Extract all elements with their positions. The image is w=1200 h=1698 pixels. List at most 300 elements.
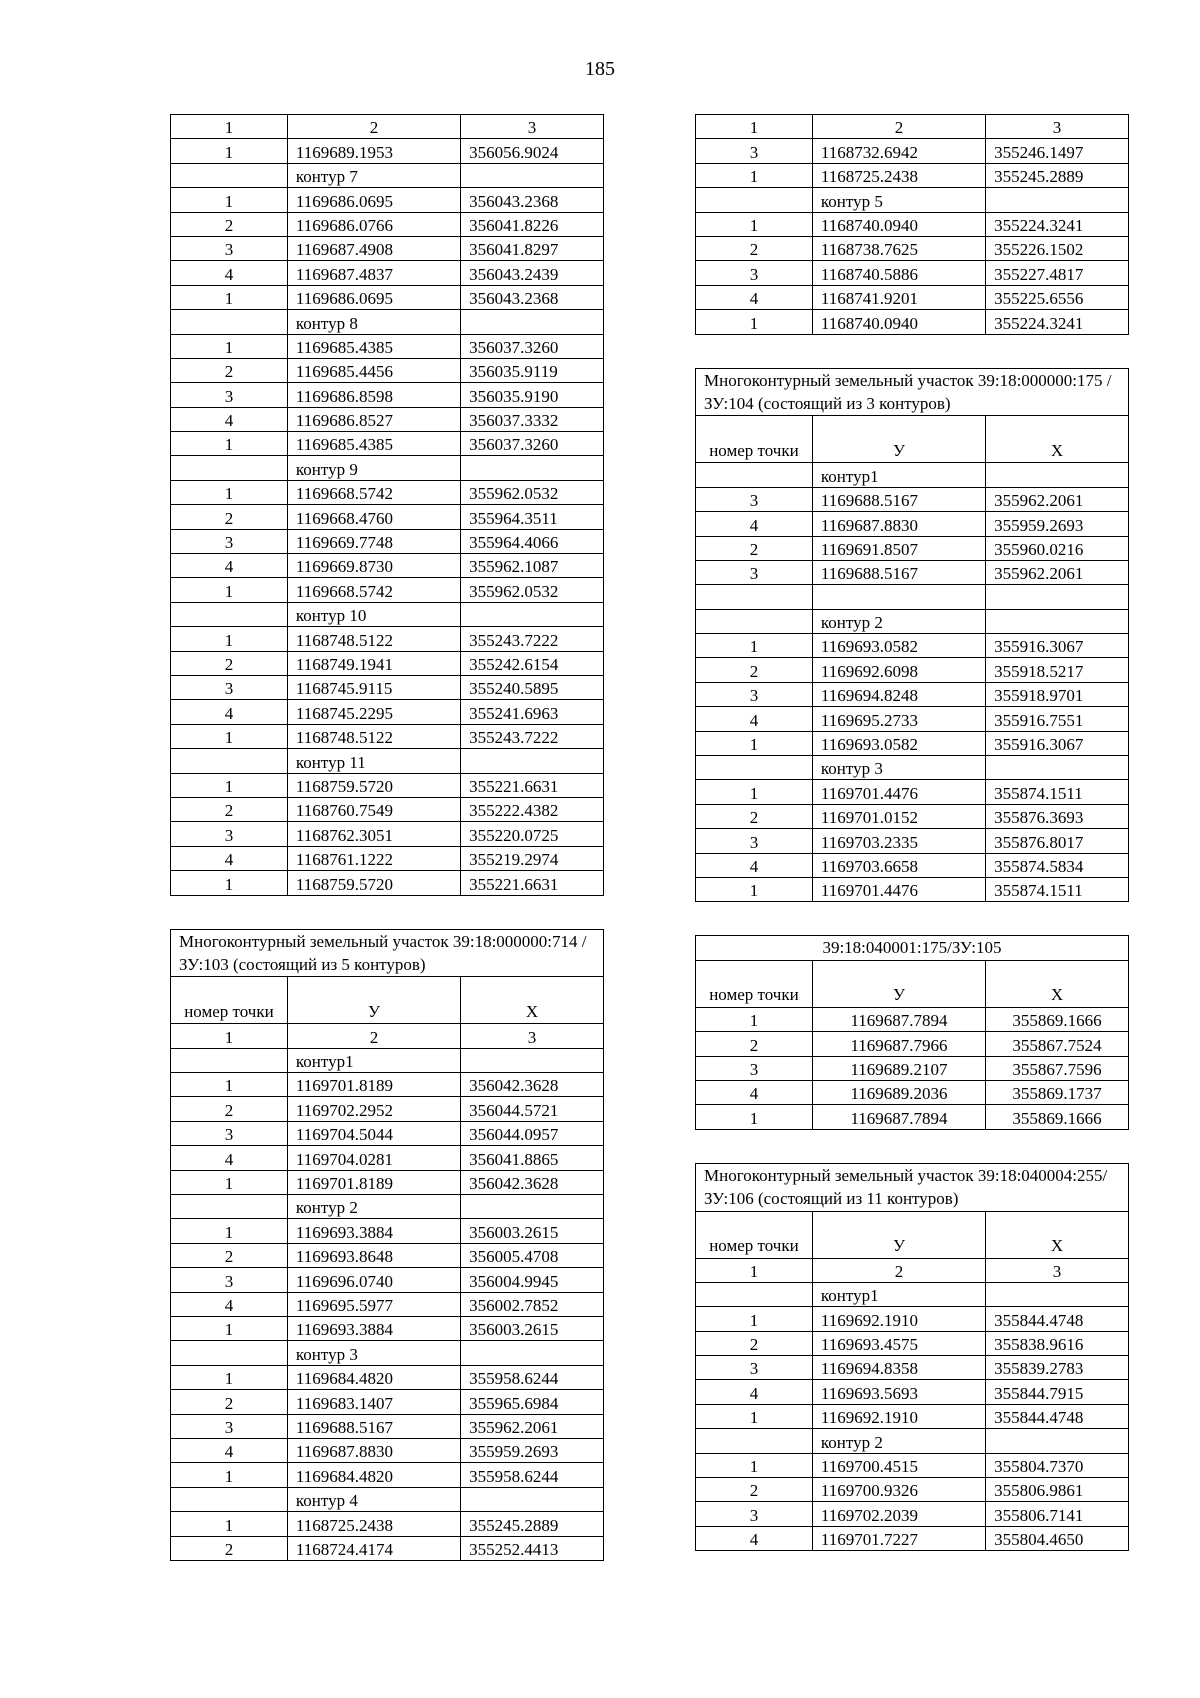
x-coordinate-cell: 355959.2693 bbox=[986, 512, 1129, 536]
table-row bbox=[696, 463, 1129, 487]
x-coordinate-cell: 355867.7596 bbox=[986, 1056, 1129, 1080]
y-coordinate-cell: 1168745.2295 bbox=[287, 700, 460, 724]
y-coordinate-cell: 1169687.8830 bbox=[812, 512, 985, 536]
y-coordinate-cell: 1168740.0940 bbox=[812, 310, 985, 334]
table-row bbox=[171, 212, 604, 236]
point-number-cell: 4 bbox=[171, 1292, 288, 1316]
x-coordinate-cell: 355844.4748 bbox=[986, 1307, 1129, 1331]
table-row bbox=[696, 560, 1129, 584]
table-row bbox=[171, 1073, 604, 1097]
point-number-cell: 3 bbox=[696, 1056, 813, 1080]
table-row bbox=[171, 1195, 604, 1219]
point-number-cell: 3 bbox=[171, 1121, 288, 1145]
table-row bbox=[171, 1292, 604, 1316]
x-coordinate-cell: 355965.6984 bbox=[461, 1390, 604, 1414]
point-number-cell: 1 bbox=[696, 212, 813, 236]
point-number-cell bbox=[696, 756, 813, 780]
table-row bbox=[171, 358, 604, 382]
point-number-cell: 1 bbox=[696, 1105, 813, 1129]
table-row bbox=[171, 1219, 604, 1243]
y-coordinate-cell: контур 3 bbox=[812, 756, 985, 780]
x-coordinate-cell: 355806.9861 bbox=[986, 1478, 1129, 1502]
x-coordinate-cell bbox=[461, 749, 604, 773]
x-coordinate-cell: 356044.0957 bbox=[461, 1121, 604, 1145]
table-row bbox=[696, 756, 1129, 780]
table-row bbox=[696, 236, 1129, 260]
table-row bbox=[171, 1463, 604, 1487]
x-coordinate-cell: 355838.9616 bbox=[986, 1331, 1129, 1355]
point-number-cell: 1 bbox=[171, 1024, 288, 1048]
point-number-cell: 3 bbox=[696, 682, 813, 706]
point-number-cell: 3 bbox=[696, 829, 813, 853]
point-number-cell bbox=[171, 749, 288, 773]
x-coordinate-cell: 356041.8226 bbox=[461, 212, 604, 236]
table-row bbox=[171, 407, 604, 431]
table-row bbox=[696, 261, 1129, 285]
point-number-cell: 2 bbox=[696, 1478, 813, 1502]
x-coordinate-cell: 356003.2615 bbox=[461, 1219, 604, 1243]
x-coordinate-cell: 355225.6556 bbox=[986, 285, 1129, 309]
x-coordinate-cell bbox=[461, 1341, 604, 1365]
y-coordinate-cell: 1169703.2335 bbox=[812, 829, 985, 853]
point-number-cell: 1 bbox=[171, 773, 288, 797]
point-number-cell bbox=[696, 1429, 813, 1453]
point-number-cell bbox=[171, 456, 288, 480]
table-row bbox=[696, 115, 1129, 139]
table-row bbox=[171, 1512, 604, 1536]
y-coordinate-cell: 1169689.1953 bbox=[287, 139, 460, 163]
point-number-cell: 3 bbox=[696, 1356, 813, 1380]
left-column bbox=[170, 114, 604, 1561]
point-number-cell: 1 bbox=[696, 1404, 813, 1428]
table-row bbox=[696, 1356, 1129, 1380]
y-coordinate-cell: 1168748.5122 bbox=[287, 724, 460, 748]
x-coordinate-cell: 355916.7551 bbox=[986, 707, 1129, 731]
table-row bbox=[171, 1121, 604, 1145]
x-coordinate-cell: 3 bbox=[986, 1258, 1129, 1282]
y-coordinate-cell: контур 10 bbox=[287, 602, 460, 626]
coordinates-table bbox=[170, 929, 604, 1561]
x-coordinate-cell: 355876.8017 bbox=[986, 829, 1129, 853]
x-coordinate-cell bbox=[986, 1282, 1129, 1306]
point-number-cell: 1 bbox=[171, 334, 288, 358]
table-row bbox=[171, 432, 604, 456]
y-coordinate-cell: 2 bbox=[812, 115, 985, 139]
point-number-cell: 2 bbox=[171, 505, 288, 529]
x-coordinate-cell: 355243.7222 bbox=[461, 627, 604, 651]
x-coordinate-cell: 355916.3067 bbox=[986, 634, 1129, 658]
table-row bbox=[171, 163, 604, 187]
y-coordinate-cell: 1169701.0152 bbox=[812, 804, 985, 828]
x-coordinate-cell: 355958.6244 bbox=[461, 1365, 604, 1389]
x-coordinate-cell: 355226.1502 bbox=[986, 236, 1129, 260]
point-number-cell: 3 bbox=[171, 1414, 288, 1438]
y-coordinate-cell: 1169686.0766 bbox=[287, 212, 460, 236]
y-coordinate-cell: 1168762.3051 bbox=[287, 822, 460, 846]
y-coordinate-cell: 1169701.7227 bbox=[812, 1526, 985, 1550]
x-coordinate-cell: 355964.3511 bbox=[461, 505, 604, 529]
point-number-cell: 2 bbox=[171, 1536, 288, 1560]
x-coordinate-cell: 355839.2783 bbox=[986, 1356, 1129, 1380]
y-coordinate-cell: 1169704.5044 bbox=[287, 1121, 460, 1145]
coordinates-table bbox=[695, 114, 1129, 335]
y-coordinate-cell: 1169701.8189 bbox=[287, 1073, 460, 1097]
table-row bbox=[696, 487, 1129, 511]
x-coordinate-cell bbox=[461, 310, 604, 334]
point-number-cell: 4 bbox=[696, 853, 813, 877]
x-coordinate-cell: 356043.2368 bbox=[461, 285, 604, 309]
point-number-cell: 3 bbox=[171, 236, 288, 260]
table-spacer bbox=[695, 1130, 1129, 1163]
x-coordinate-cell: 356043.2439 bbox=[461, 261, 604, 285]
table-header-row bbox=[171, 977, 604, 1024]
point-number-cell: 2 bbox=[171, 212, 288, 236]
y-coordinate-cell: 1169692.1910 bbox=[812, 1307, 985, 1331]
point-number-cell: 1 bbox=[696, 1307, 813, 1331]
table-row bbox=[171, 822, 604, 846]
right-column bbox=[695, 114, 1129, 1551]
y-coordinate-cell: 1169685.4385 bbox=[287, 334, 460, 358]
table-row bbox=[171, 1536, 604, 1560]
point-number-cell: 1 bbox=[696, 1453, 813, 1477]
table-spacer bbox=[170, 896, 604, 929]
table-spacer bbox=[695, 335, 1129, 368]
point-number-cell: 3 bbox=[171, 675, 288, 699]
x-coordinate-cell bbox=[461, 1048, 604, 1072]
table-row bbox=[171, 627, 604, 651]
point-number-cell: 1 bbox=[696, 1007, 813, 1031]
point-number-cell: 1 bbox=[171, 139, 288, 163]
y-coordinate-cell: контур 7 bbox=[287, 163, 460, 187]
table-row bbox=[696, 1429, 1129, 1453]
y-coordinate-cell: 1169696.0740 bbox=[287, 1268, 460, 1292]
x-coordinate-cell: 355876.3693 bbox=[986, 804, 1129, 828]
x-coordinate-cell: 356041.8297 bbox=[461, 236, 604, 260]
y-coordinate-cell: 1169691.8507 bbox=[812, 536, 985, 560]
x-coordinate-cell: 355962.2061 bbox=[461, 1414, 604, 1438]
table-row bbox=[696, 804, 1129, 828]
x-coordinate-cell: 355869.1666 bbox=[986, 1007, 1129, 1031]
point-number-cell: 2 bbox=[171, 1243, 288, 1267]
y-coordinate-cell: 1169692.6098 bbox=[812, 658, 985, 682]
point-number-cell: 1 bbox=[171, 115, 288, 139]
point-number-cell: 1 bbox=[696, 1258, 813, 1282]
table-row bbox=[696, 163, 1129, 187]
point-number-cell: 1 bbox=[171, 1512, 288, 1536]
table-row bbox=[171, 529, 604, 553]
table-row bbox=[171, 1438, 604, 1462]
table-row bbox=[696, 658, 1129, 682]
table-row bbox=[171, 700, 604, 724]
point-number-cell: 2 bbox=[171, 797, 288, 821]
y-coordinate-cell: 1169686.0695 bbox=[287, 285, 460, 309]
y-coordinate-cell: 1169686.8527 bbox=[287, 407, 460, 431]
point-number-cell: 1 bbox=[171, 1317, 288, 1341]
column-header: У bbox=[812, 1211, 985, 1258]
table-caption: Многоконтурный земельный участок 39:18:000000:175 /ЗУ:104 (состоящий из 3 контуров) bbox=[696, 368, 1129, 416]
x-coordinate-cell bbox=[461, 1487, 604, 1511]
point-number-cell: 1 bbox=[171, 1219, 288, 1243]
y-coordinate-cell: 1169693.5693 bbox=[812, 1380, 985, 1404]
y-coordinate-cell: 1168761.1222 bbox=[287, 846, 460, 870]
x-coordinate-cell: 355227.4817 bbox=[986, 261, 1129, 285]
y-coordinate-cell: 1169693.3884 bbox=[287, 1317, 460, 1341]
y-coordinate-cell: 1169669.8730 bbox=[287, 554, 460, 578]
x-coordinate-cell: 355844.7915 bbox=[986, 1380, 1129, 1404]
x-coordinate-cell: 356037.3260 bbox=[461, 432, 604, 456]
table-row bbox=[696, 1282, 1129, 1306]
x-coordinate-cell: 355962.1087 bbox=[461, 554, 604, 578]
x-coordinate-cell: 355959.2693 bbox=[461, 1438, 604, 1462]
table-row bbox=[171, 1487, 604, 1511]
y-coordinate-cell: 1169693.0582 bbox=[812, 731, 985, 755]
x-coordinate-cell: 355804.7370 bbox=[986, 1453, 1129, 1477]
x-coordinate-cell: 355874.5834 bbox=[986, 853, 1129, 877]
x-coordinate-cell: 356002.7852 bbox=[461, 1292, 604, 1316]
table-header-row bbox=[696, 416, 1129, 463]
table-row bbox=[696, 1502, 1129, 1526]
y-coordinate-cell: 1168725.2438 bbox=[812, 163, 985, 187]
table-row bbox=[171, 456, 604, 480]
table-row bbox=[171, 651, 604, 675]
table-row bbox=[171, 1414, 604, 1438]
column-header: У bbox=[287, 977, 460, 1024]
point-number-cell: 1 bbox=[171, 480, 288, 504]
x-coordinate-cell: 355918.5217 bbox=[986, 658, 1129, 682]
x-coordinate-cell: 356005.4708 bbox=[461, 1243, 604, 1267]
table-row bbox=[171, 1048, 604, 1072]
x-coordinate-cell: 355240.5895 bbox=[461, 675, 604, 699]
table-row bbox=[171, 188, 604, 212]
x-coordinate-cell: 355962.0532 bbox=[461, 480, 604, 504]
point-number-cell: 2 bbox=[171, 1097, 288, 1121]
table-row bbox=[171, 115, 604, 139]
x-coordinate-cell: 355246.1497 bbox=[986, 139, 1129, 163]
table-row bbox=[696, 707, 1129, 731]
point-number-cell bbox=[696, 609, 813, 633]
y-coordinate-cell: 1169687.4908 bbox=[287, 236, 460, 260]
point-number-cell: 3 bbox=[696, 560, 813, 584]
y-coordinate-cell: контур1 bbox=[287, 1048, 460, 1072]
table-row bbox=[171, 846, 604, 870]
table-row bbox=[696, 1331, 1129, 1355]
table-row bbox=[171, 1243, 604, 1267]
x-coordinate-cell bbox=[461, 602, 604, 626]
table-caption: 39:18:040001:175/ЗУ:105 bbox=[696, 936, 1129, 960]
x-coordinate-cell bbox=[986, 756, 1129, 780]
y-coordinate-cell: контур 11 bbox=[287, 749, 460, 773]
x-coordinate-cell: 3 bbox=[461, 115, 604, 139]
x-coordinate-cell: 355241.6963 bbox=[461, 700, 604, 724]
x-coordinate-cell bbox=[986, 1429, 1129, 1453]
table-row bbox=[171, 1390, 604, 1414]
table-row bbox=[171, 1365, 604, 1389]
point-number-cell: 4 bbox=[171, 554, 288, 578]
x-coordinate-cell: 355867.7524 bbox=[986, 1032, 1129, 1056]
x-coordinate-cell: 356042.3628 bbox=[461, 1170, 604, 1194]
x-coordinate-cell bbox=[986, 463, 1129, 487]
y-coordinate-cell: 1169687.8830 bbox=[287, 1438, 460, 1462]
y-coordinate-cell: 2 bbox=[287, 115, 460, 139]
point-number-cell: 1 bbox=[171, 578, 288, 602]
y-coordinate-cell: контур 3 bbox=[287, 1341, 460, 1365]
table-row bbox=[171, 1268, 604, 1292]
table-row bbox=[696, 1032, 1129, 1056]
y-coordinate-cell: 1169695.2733 bbox=[812, 707, 985, 731]
table-row bbox=[696, 1056, 1129, 1080]
y-coordinate-cell: контур 9 bbox=[287, 456, 460, 480]
y-coordinate-cell: 1169687.7894 bbox=[812, 1007, 985, 1031]
x-coordinate-cell: 356035.9190 bbox=[461, 383, 604, 407]
table-row bbox=[171, 871, 604, 895]
table-caption: Многоконтурный земельный участок 39:18:000000:714 /ЗУ:103 (состоящий из 5 контуров) bbox=[171, 929, 604, 977]
table-row bbox=[171, 1170, 604, 1194]
x-coordinate-cell: 356037.3332 bbox=[461, 407, 604, 431]
table-row bbox=[696, 1380, 1129, 1404]
x-coordinate-cell: 355219.2974 bbox=[461, 846, 604, 870]
point-number-cell bbox=[171, 163, 288, 187]
y-coordinate-cell: контур 2 bbox=[287, 1195, 460, 1219]
x-coordinate-cell: 355220.0725 bbox=[461, 822, 604, 846]
y-coordinate-cell: 1168725.2438 bbox=[287, 1512, 460, 1536]
table-row bbox=[696, 1478, 1129, 1502]
y-coordinate-cell: 1169689.2036 bbox=[812, 1080, 985, 1104]
point-number-cell: 4 bbox=[696, 1380, 813, 1404]
x-coordinate-cell: 355869.1666 bbox=[986, 1105, 1129, 1129]
y-coordinate-cell: 1169693.3884 bbox=[287, 1219, 460, 1243]
x-coordinate-cell: 355962.2061 bbox=[986, 560, 1129, 584]
point-number-cell: 1 bbox=[171, 627, 288, 651]
table-row bbox=[171, 505, 604, 529]
table-row bbox=[171, 602, 604, 626]
column-header: У bbox=[812, 416, 985, 463]
y-coordinate-cell: контур 2 bbox=[812, 1429, 985, 1453]
column-header: номер точки bbox=[696, 416, 813, 463]
table-caption: Многоконтурный земельный участок 39:18:040004:255/ЗУ:106 (состоящий из 11 контуров) bbox=[696, 1163, 1129, 1211]
y-coordinate-cell: контур1 bbox=[812, 1282, 985, 1306]
point-number-cell: 1 bbox=[696, 115, 813, 139]
y-coordinate-cell: контур 5 bbox=[812, 188, 985, 212]
point-number-cell: 2 bbox=[696, 1331, 813, 1355]
page-number: 185 bbox=[585, 58, 615, 80]
table-row bbox=[171, 285, 604, 309]
y-coordinate-cell: 1169704.0281 bbox=[287, 1146, 460, 1170]
table-row bbox=[696, 1307, 1129, 1331]
table-row bbox=[696, 512, 1129, 536]
y-coordinate-cell: 1168724.4174 bbox=[287, 1536, 460, 1560]
point-number-cell bbox=[171, 1048, 288, 1072]
table-row bbox=[171, 1146, 604, 1170]
y-coordinate-cell: 1169684.4820 bbox=[287, 1365, 460, 1389]
x-coordinate-cell: 355245.2889 bbox=[986, 163, 1129, 187]
y-coordinate-cell: 1169694.8248 bbox=[812, 682, 985, 706]
y-coordinate-cell: 1169695.5977 bbox=[287, 1292, 460, 1316]
table-row bbox=[171, 383, 604, 407]
table-row bbox=[171, 480, 604, 504]
y-coordinate-cell: 2 bbox=[287, 1024, 460, 1048]
y-coordinate-cell: 1169689.2107 bbox=[812, 1056, 985, 1080]
point-number-cell: 1 bbox=[696, 877, 813, 901]
table-row bbox=[171, 578, 604, 602]
table-row bbox=[171, 139, 604, 163]
point-number-cell: 4 bbox=[696, 285, 813, 309]
table-row bbox=[696, 188, 1129, 212]
x-coordinate-cell bbox=[461, 456, 604, 480]
point-number-cell: 2 bbox=[171, 651, 288, 675]
table-row bbox=[696, 877, 1129, 901]
x-coordinate-cell bbox=[986, 609, 1129, 633]
point-number-cell: 2 bbox=[171, 358, 288, 382]
x-coordinate-cell: 356043.2368 bbox=[461, 188, 604, 212]
column-header: У bbox=[812, 960, 985, 1007]
y-coordinate-cell: 1169687.4837 bbox=[287, 261, 460, 285]
table-row bbox=[171, 1024, 604, 1048]
y-coordinate-cell: 2 bbox=[812, 1258, 985, 1282]
point-number-cell bbox=[696, 585, 813, 609]
y-coordinate-cell: 1168740.5886 bbox=[812, 261, 985, 285]
table-row bbox=[171, 236, 604, 260]
table-row bbox=[696, 585, 1129, 609]
y-coordinate-cell: 1168759.5720 bbox=[287, 871, 460, 895]
point-number-cell: 1 bbox=[696, 634, 813, 658]
y-coordinate-cell: 1169683.1407 bbox=[287, 1390, 460, 1414]
x-coordinate-cell: 3 bbox=[986, 115, 1129, 139]
y-coordinate-cell: 1169688.5167 bbox=[812, 487, 985, 511]
y-coordinate-cell: 1168759.5720 bbox=[287, 773, 460, 797]
point-number-cell: 1 bbox=[171, 871, 288, 895]
x-coordinate-cell: 355960.0216 bbox=[986, 536, 1129, 560]
point-number-cell: 3 bbox=[696, 261, 813, 285]
y-coordinate-cell: 1169688.5167 bbox=[812, 560, 985, 584]
point-number-cell bbox=[171, 1341, 288, 1365]
point-number-cell: 1 bbox=[171, 285, 288, 309]
point-number-cell: 4 bbox=[171, 407, 288, 431]
table-row bbox=[696, 1526, 1129, 1550]
x-coordinate-cell: 355243.7222 bbox=[461, 724, 604, 748]
table-spacer bbox=[695, 902, 1129, 935]
y-coordinate-cell: 1169700.4515 bbox=[812, 1453, 985, 1477]
point-number-cell: 1 bbox=[171, 188, 288, 212]
column-header: номер точки bbox=[696, 960, 813, 1007]
x-coordinate-cell: 355962.0532 bbox=[461, 578, 604, 602]
y-coordinate-cell: контур1 bbox=[812, 463, 985, 487]
point-number-cell: 1 bbox=[696, 310, 813, 334]
table-row bbox=[171, 310, 604, 334]
point-number-cell: 1 bbox=[171, 1463, 288, 1487]
table-row bbox=[171, 675, 604, 699]
coordinates-table bbox=[170, 114, 604, 896]
x-coordinate-cell: 355222.4382 bbox=[461, 797, 604, 821]
table-row bbox=[171, 261, 604, 285]
table-row bbox=[696, 212, 1129, 236]
y-coordinate-cell bbox=[812, 585, 985, 609]
y-coordinate-cell: 1169684.4820 bbox=[287, 1463, 460, 1487]
point-number-cell bbox=[171, 602, 288, 626]
y-coordinate-cell: 1168741.9201 bbox=[812, 285, 985, 309]
table-row bbox=[696, 1404, 1129, 1428]
point-number-cell: 1 bbox=[696, 163, 813, 187]
x-coordinate-cell: 355958.6244 bbox=[461, 1463, 604, 1487]
x-coordinate-cell: 355224.3241 bbox=[986, 310, 1129, 334]
x-coordinate-cell: 355964.4066 bbox=[461, 529, 604, 553]
y-coordinate-cell: 1168748.5122 bbox=[287, 627, 460, 651]
point-number-cell bbox=[696, 188, 813, 212]
x-coordinate-cell: 355221.6631 bbox=[461, 871, 604, 895]
y-coordinate-cell: 1169700.9326 bbox=[812, 1478, 985, 1502]
y-coordinate-cell: 1169701.4476 bbox=[812, 877, 985, 901]
point-number-cell: 3 bbox=[696, 1502, 813, 1526]
y-coordinate-cell: 1169703.6658 bbox=[812, 853, 985, 877]
